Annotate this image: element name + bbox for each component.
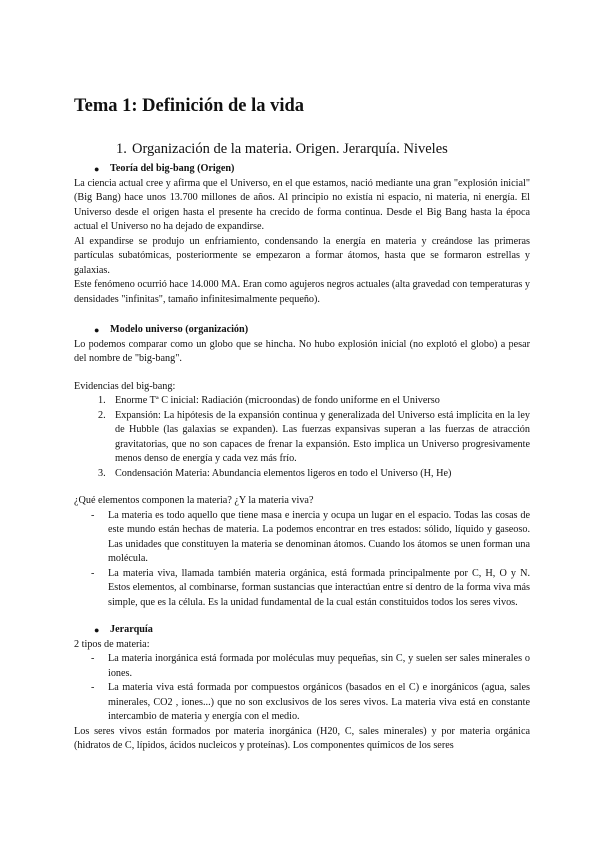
materia-answers-list (74, 509, 530, 611)
jerarquia-intro: 2 tipos de materia: (74, 638, 150, 650)
list-item: - La materia viva, llamada también materia orgánica, está formada principalmente por C, H, O y N. Estos elementos, al combinarse, forman sustancias que interactúan entre sí dentro de la forma viva más simple, que es la célula. Es la unidad fundamental de la cual están constituidos todos los seres vivos. (91, 567, 530, 608)
bigbang-paragraph-2: Al expandirse se produjo un enfriamiento, condensando la energía en materia y creándose las primeras partículas subatómicas, posteriormente se empezaron a formar átomos, hasta que se formaron estrellas y galaxias. (74, 235, 530, 276)
evidencias-label: Evidencias del big-bang: (74, 380, 176, 392)
bigbang-heading-text: Teoría del big-bang (Origen) (110, 163, 235, 174)
list-item: 3. Condensación Materia: Abundancia elementos ligeros en todo el Universo (H, He) (98, 467, 452, 479)
bigbang-paragraph-1: La ciencia actual cree y afirma que el Universo, en el que estamos, nació mediante una gran "explosión inicial" (Big Bang) hace unos 13.700 millones de años. Al principio no existía ni espacio, ni materia, ni energía. El Universo desde el origen hasta el presente ha crecido de forma continua. Desde el Big Bang hasta la época actual el Universo no ha dejado de expandirse. (74, 177, 530, 232)
bullet-icon: ● (94, 325, 100, 335)
materia-question: ¿Qué elementos componen la materia? ¿Y la materia viva? (74, 495, 314, 506)
section-heading-text: Organización de la materia. Origen. Jerarquía. Niveles (132, 141, 448, 157)
jerarquia-list (74, 652, 530, 725)
document-content (74, 94, 530, 754)
jerarquia-closing: Los seres vivos están formados por materia inorgánica (H20, C, sales minerales) y por materia orgánica (hidratos de C, lípidos, ácidos nucleicos y proteínas). Los componentes químicos de los seres (74, 725, 530, 751)
list-item: - La materia viva está formada por compuestos orgánicos (basados en el C) e inorgánicos (agua, sales minerales, CO2 , iones...) que no son exclusivos de los seres vivos. La materia viva está en constante intercambio de materia y energía con el medio. (91, 682, 530, 722)
bigbang-heading (94, 162, 530, 177)
bullet-icon: ● (94, 625, 100, 635)
evidencias-list (74, 394, 530, 481)
list-item: - La materia es todo aquello que tiene masa e inercia y ocupa un lugar en el espacio. Todas las cosas de este mundo están hechas de materia. La podemos encontrar en tres estados: sólido, líquido y gaseoso. Las unidades que constituyen la materia se denominan átomos. Cuando los átomos se unen forman una molécula. (91, 509, 530, 564)
modelo-heading-text: Modelo universo (organización) (110, 324, 249, 335)
bullet-icon: ● (94, 164, 100, 174)
section-heading (116, 139, 530, 159)
list-item: 2. Expansión: La hipótesis de la expansión continua y generalizada del Universo está implícita en la ley de Hubble (las galaxias se expanden). Las fuerzas expansivas superan a las fuerzas de atracción gravitatorias, que no son capaces de frenar la expansión. Esto implica un Universo progresivamente menos denso de energía y cada vez más frío. (98, 409, 530, 464)
section-number: 1. (116, 141, 127, 157)
page-title: Tema 1: Definición de la vida (74, 96, 305, 116)
list-item: 1. Enorme Tª C inicial: Radiación (microondas) de fondo uniforme en el Universo (98, 395, 440, 406)
jerarquia-heading (94, 623, 530, 638)
modelo-paragraph: Lo podemos comparar como un globo que se hincha. No hubo explosión inicial (no explotó el globo) a pesar del nombre de "big-bang". (74, 338, 530, 364)
bigbang-paragraph-3: Este fenómeno ocurrió hace 14.000 MA. Eran como agujeros negros actuales (alta gravedad con temperaturas y densidades "infinitas", tamaño infinitesimalmente pequeño). (74, 279, 530, 305)
jerarquia-heading-text: Jerarquía (110, 624, 153, 635)
list-item: - La materia inorgánica está formada por moléculas muy pequeñas, sin C, y suelen ser sales minerales o iones. (91, 653, 530, 679)
modelo-heading (94, 323, 530, 338)
